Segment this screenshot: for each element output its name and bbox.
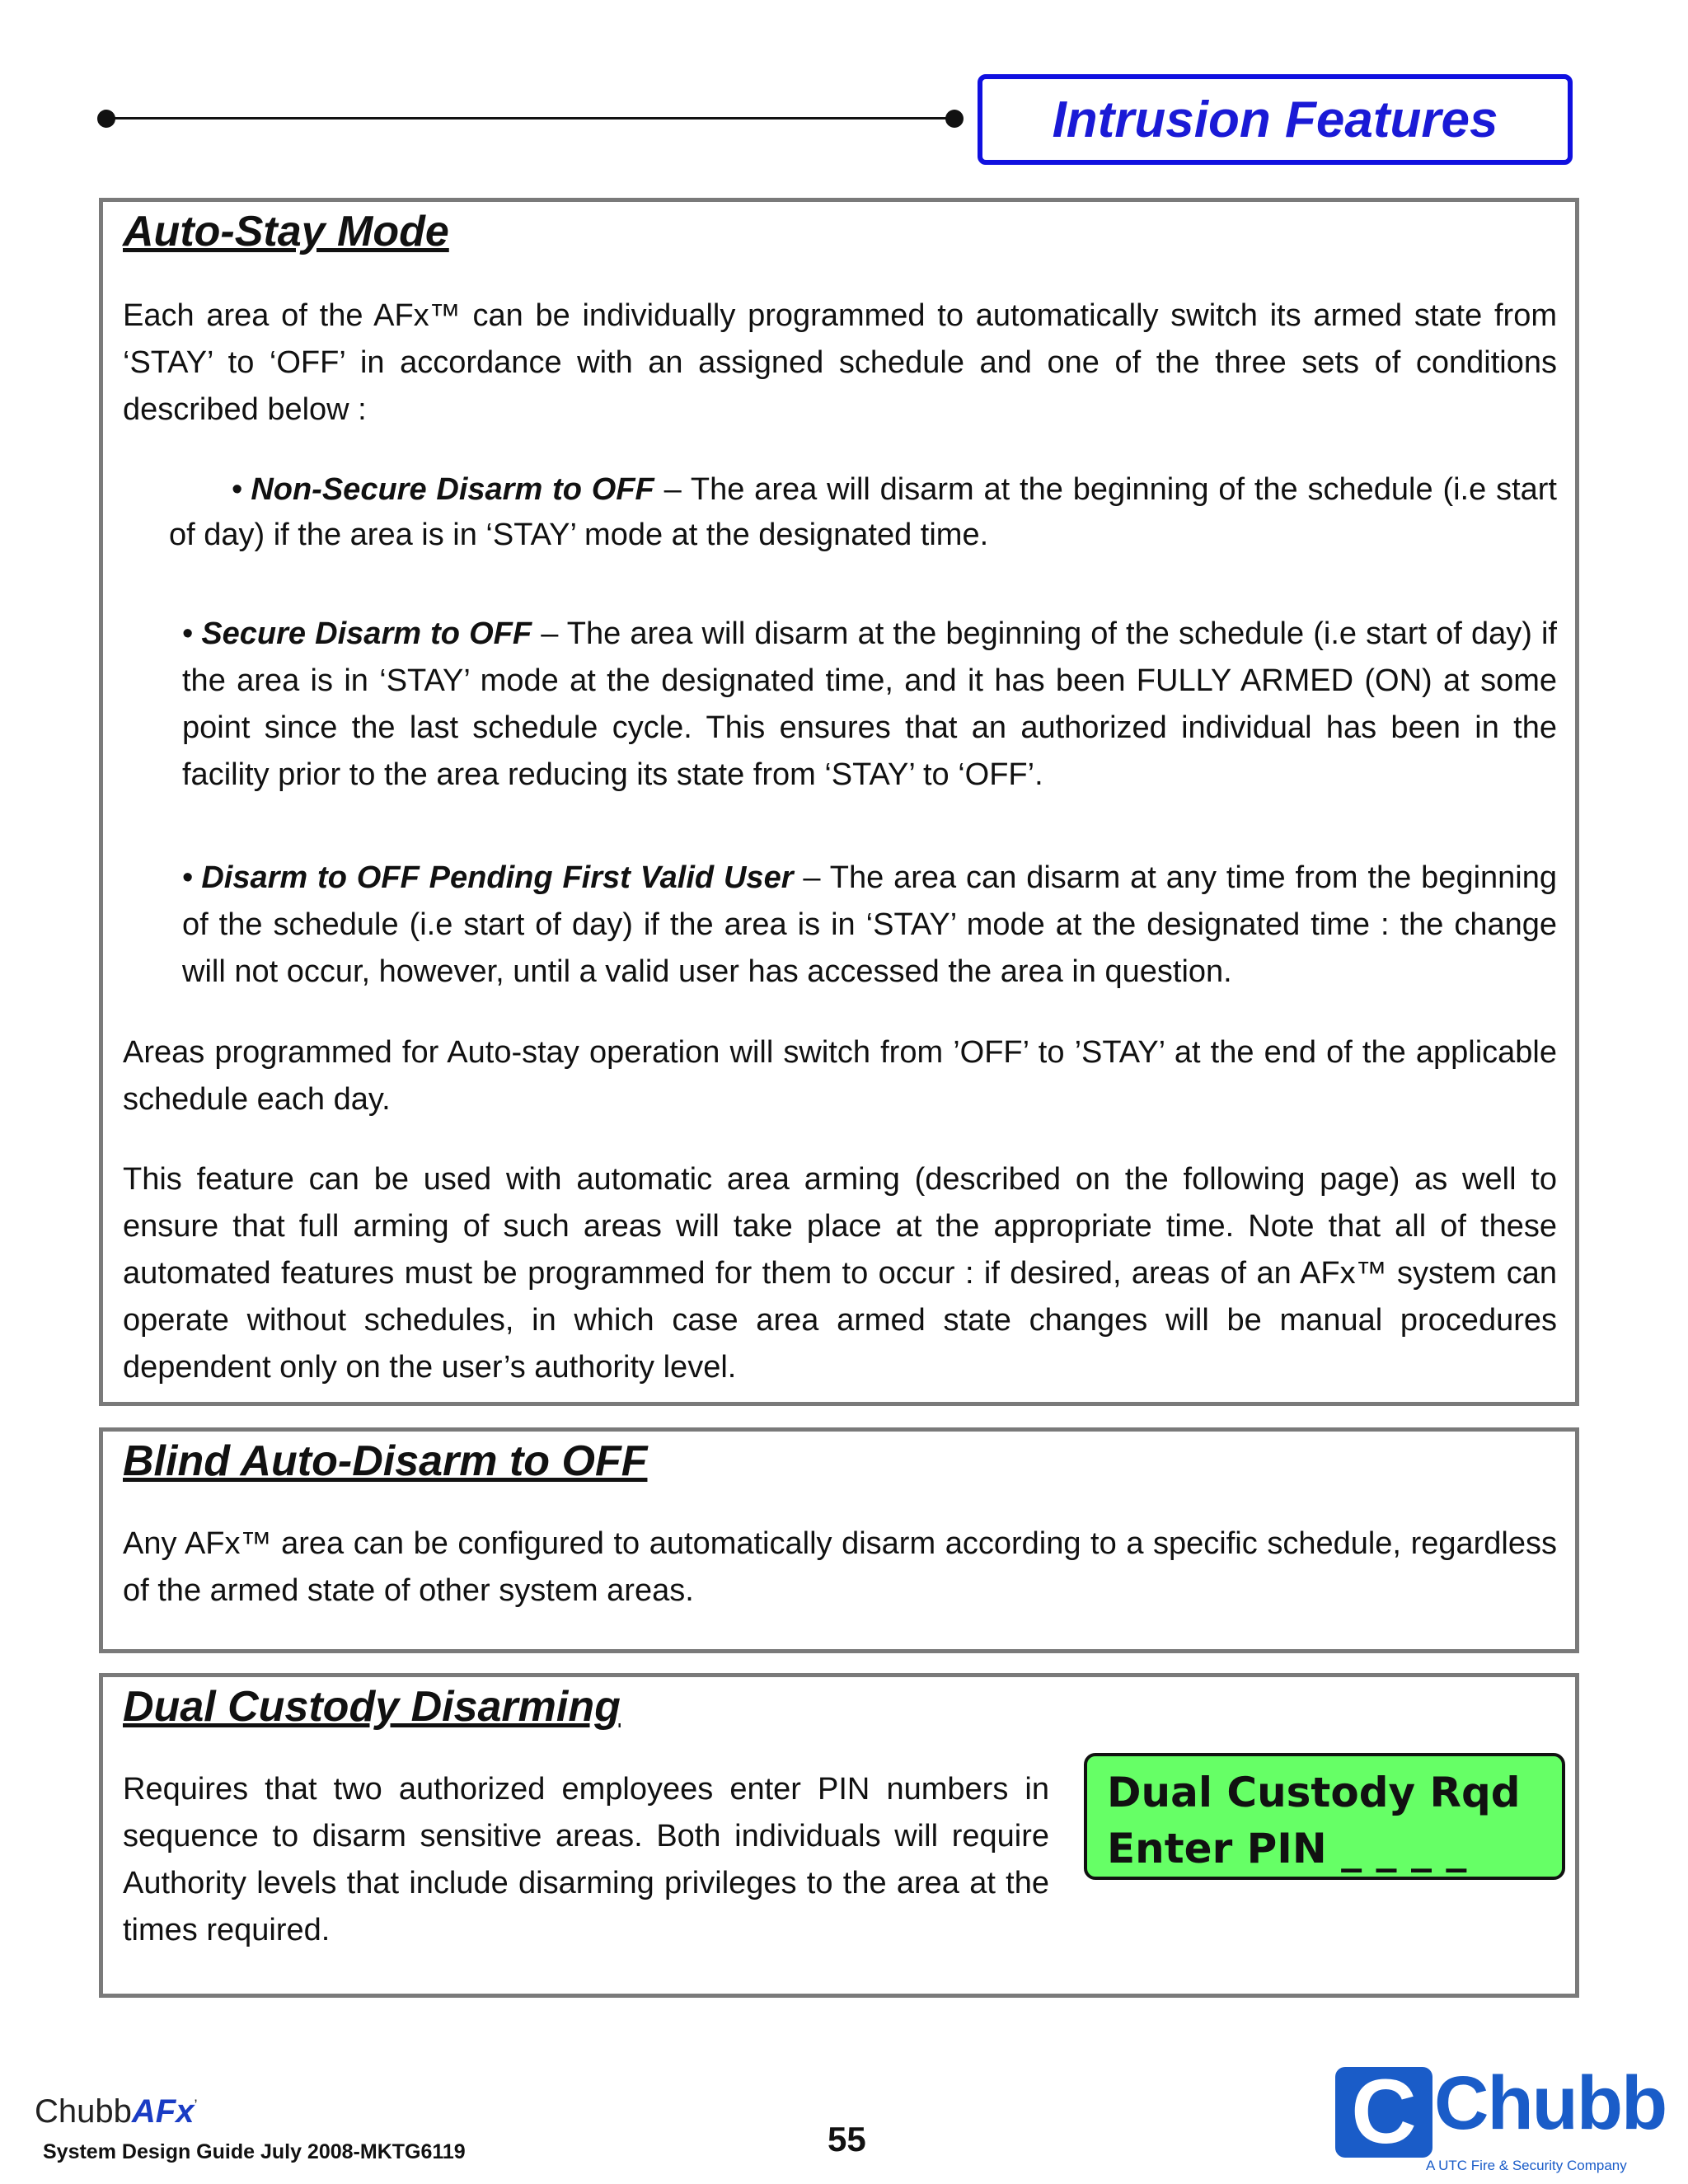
bullet-text: – The area can disarm at any time from the beginning of the schedule (i.e start of day) if the area is in ‘STAY’ mode at the designated time : the change will not occur, however, until a valid user has accessed the area in question. (182, 860, 1557, 989)
auto-stay-intro: Each area of the AFx™ can be individually programmed to automatically switch its armed state from ‘STAY’ to ‘OFF’ in accordance with an assigned schedule and one of the three sets of conditions described below : (123, 298, 1557, 427)
footer-guide-text: System Design Guide July 2008-MKTG6119 (43, 2140, 466, 2163)
section-title-box (978, 74, 1573, 165)
bullet-term: Disarm to OFF Pending First Valid User (201, 860, 794, 895)
chubb-brand-logo (1335, 2061, 1667, 2174)
bullet-icon: • (182, 616, 194, 651)
page-number: 55 (828, 2120, 866, 2158)
dual-custody-panel (99, 1673, 1579, 1998)
lcd-line-2: Enter PIN _ _ _ _ (1107, 1825, 1467, 1872)
lcd-line-1: Dual Custody Rqd (1107, 1769, 1521, 1816)
header-rule-dot-right (945, 110, 964, 128)
blind-auto-disarm-panel (99, 1427, 1579, 1653)
chubb-afx-logo (35, 2093, 197, 2130)
dual-custody-title: Dual Custody Disarming (123, 1683, 621, 1731)
logo-text-chubb: Chubb (35, 2093, 132, 2130)
keypad-lcd-display (1084, 1753, 1565, 1880)
auto-stay-panel (99, 198, 1579, 1406)
auto-stay-paragraph-2: Areas programmed for Auto-stay operation will switch from ’OFF’ to ’STAY’ at the end of the applicable schedule each day. (123, 1035, 1557, 1117)
bullet-icon: • (182, 860, 194, 895)
logo-text-afx: AFx (131, 2093, 195, 2130)
auto-stay-title: Auto-Stay Mode (123, 208, 449, 255)
page-title: Intrusion Features (1052, 91, 1498, 148)
list-item (182, 855, 1557, 996)
dual-custody-text: Requires that two authorized employees enter PIN numbers in sequence to disarm sensitive areas. Both individuals will require Authority levels that include disarming privileges to the area at the times required. (123, 1772, 1049, 1947)
bullet-icon: • (232, 472, 243, 507)
chubb-wordmark: Chubb (1434, 2061, 1667, 2145)
blind-auto-disarm-text: Any AFx™ area can be configured to automatically disarm according to a specific schedule, regardless of the armed state of other system areas. (123, 1526, 1557, 1608)
bullet-text: – The area will disarm at the beginning of the schedule (i.e start of day) if the area is in ‘STAY’ mode at the designated time, and it has been FULLY ARMED (ON) at some point since the last schedule cycle. This ensures that an authorized individual has been in the facility prior to the area reducing its state from ‘STAY’ to ‘OFF’. (182, 616, 1557, 792)
auto-stay-paragraph-3: This feature can be used with automatic area arming (described on the following page) as well to ensure that full arming of such areas will take place at the appropriate time. Note that all of these automated features must be programmed for them to occur : if desired, areas of an AFx™ system can operate without schedules, in which case area armed state changes will be manual procedures dependent only on the user’s authority level. (123, 1162, 1557, 1385)
blind-auto-disarm-title: Blind Auto-Disarm to OFF (123, 1437, 648, 1485)
header-rule-dot-left (97, 110, 115, 128)
list-item (182, 611, 1557, 799)
bullet-term: Secure Disarm to OFF (201, 616, 532, 651)
chubb-c-icon: C (1335, 2067, 1432, 2158)
chubb-tagline: A UTC Fire & Security Company (1426, 2158, 1627, 2173)
list-item (169, 467, 1557, 558)
header-rule (106, 117, 956, 120)
logo-mark: ’ (194, 2097, 198, 2114)
bullet-term: Non-Secure Disarm to OFF (251, 472, 654, 507)
bullet-text: – The area will disarm at the beginning of the schedule (i.e start of day) if the area is in ‘STAY’ mode at the designated time. (169, 472, 1557, 552)
